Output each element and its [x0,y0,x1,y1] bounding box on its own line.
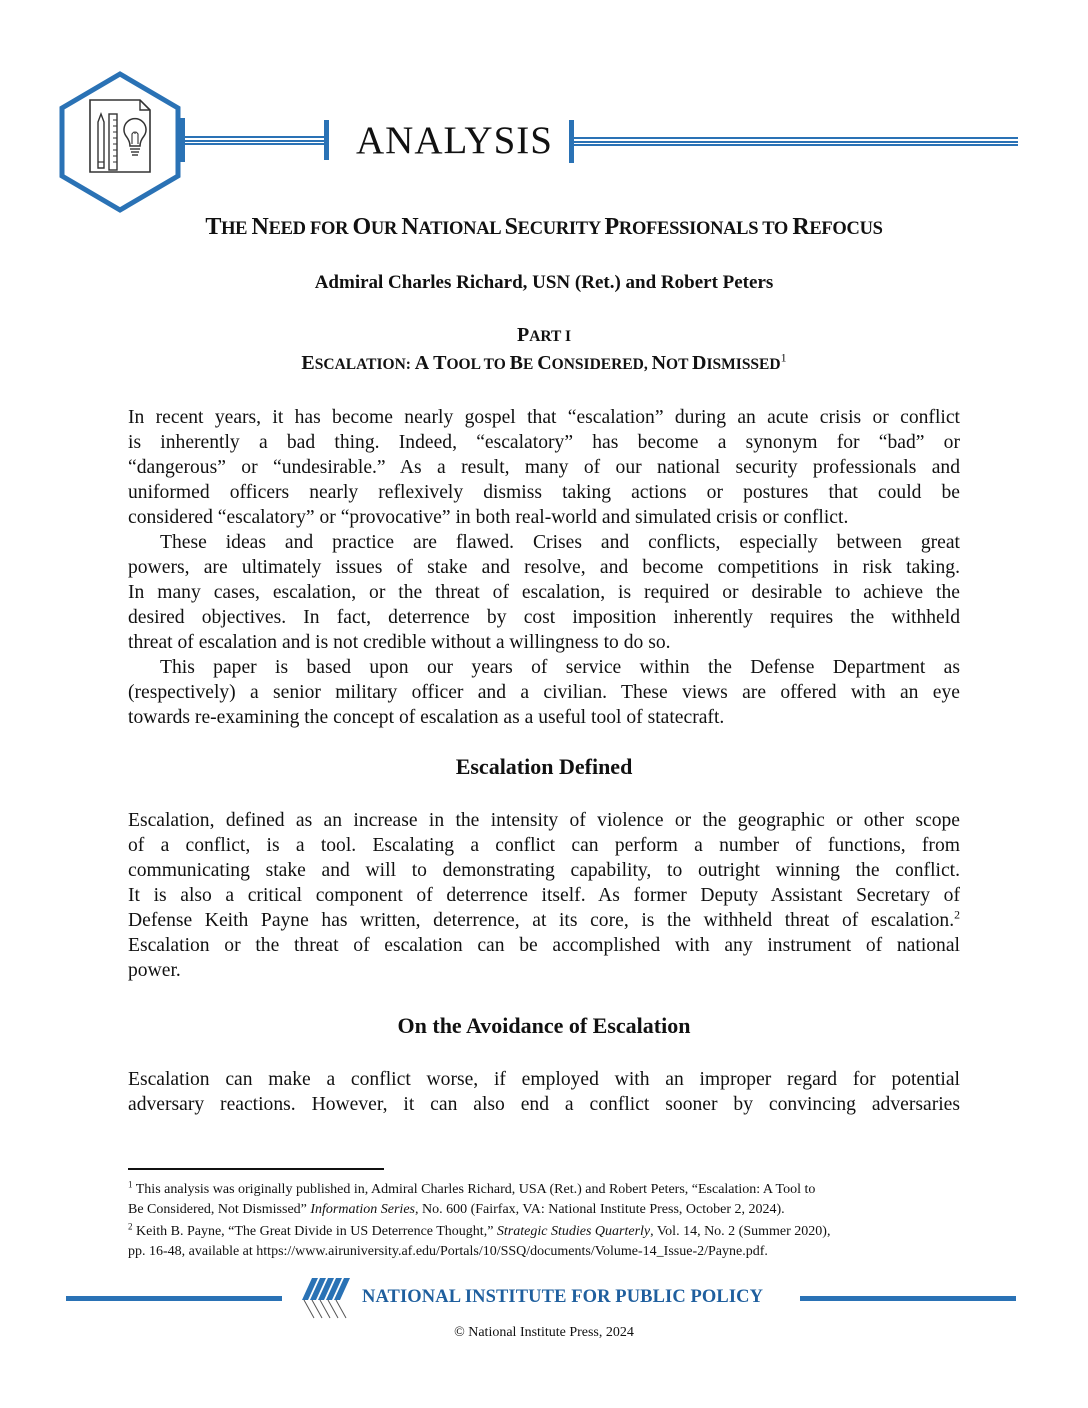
footnote-ref-1[interactable]: 1 [780,350,787,365]
footnote-2-url-line[interactable]: pp. 16-48, available at https://www.airuniversity.af.edu/Portals/10/SSQ/documents/Volume-14_Issue-2/Payne.pdf. [128,1243,768,1259]
part-label: PART I [516,324,572,346]
footnote-ref-2[interactable]: 2 [954,908,960,922]
footnote-divider [128,1168,384,1170]
document-title: THE NEED FOR OUR NATIONAL SECURITY PROFESSIONALS TO REFOCUS [205,214,883,240]
header-left-tick [324,120,329,160]
footnote-1: $^1$ This analysis was originally published in, Admiral Charles Richard, USA (Ret.) and Robert Peters, “Escalation: A Tool to Be Considered, Not Dismissed” Information Series, No. 600 (Fairfax, VA: National Institute Press, October 2, 2024). [128,1179,816,1217]
header-label: ANALYSIS [356,119,553,162]
escalation-defined-paragraph: Escalation, defined as an increase in the intensity of violence or the geographic or other scope of a conflict, is a tool. Escalating a conflict can perform a number of functions, from communicating stake and will to demonstrating capability, to outright winning the conflict. It is also a critical component of deterrence itself. As former Deputy Assistant Secretary of Defense Keith Payne has written, deterrence, at its core, is the withheld threat of escalation.$^2$ Escalation or the threat of escalation can be accomplished with any instrument of national power. [128,810,960,981]
analysis-hexagon-icon [56,70,184,214]
footer-right-bar [800,1296,1016,1301]
section-heading-avoidance: On the Avoidance of Escalation [397,1013,691,1038]
footnote-2: $^2$ Keith B. Payne, “The Great Divide in US Deterrence Thought,” Strategic Studies Quarterly, Vol. 14, No. 2 (Summer 2020), pp. 16-48, available at https://www.airuniversity.af.edu/Portals/10/SSQ/documents/Volume-14_Issue-2/Payne.pdf. [128,1222,960,1261]
header-right-rule [572,137,1018,146]
section-heading-escalation-defined: Escalation Defined [455,754,633,779]
intro-paragraph-2: These ideas and practice are flawed. Crises and conflicts, especially between great powers, are ultimately issues of stake and resolve, and become competitions in risk taking. In many cases, escalation, or the threat of escalation, is required or desirable to achieve the desired objectives. In fact, deterrence by cost imposition inherently requires the withheld threat of escalation and is not credible without a willingness to do so. [128,532,960,653]
header-left-rule [182,136,326,145]
part-title: ESCALATION: A TOOL TO BE CONSIDERED, NOT DISMISSED$^1$ [301,350,787,374]
nipp-logo-icon [302,1276,352,1320]
intro-paragraph-3: This paper is based upon our years of service within the Defense Department as (respectively) a senior military officer and a civilian. These views are offered with an eye towards re-examining the concept of escalation as a useful tool of statecraft. [128,657,960,728]
footer-organization-name: NATIONAL INSTITUTE FOR PUBLIC POLICY [362,1287,764,1307]
intro-paragraph-1: In recent years, it has become nearly gospel that “escalation” during an acute crisis or conflict is inherently a bad thing. Indeed, “escalatory” has become a synonym for “bad” or “dangerous” or “undesirable.” As a result, many of our national security professionals and uniformed officers nearly reflexively dismiss taking actions or postures that could be considered “escalatory” or “provocative” in both real-world and simulated crisis or conflict. [128,407,960,528]
avoidance-paragraph: Escalation can make a conflict worse, if employed with an improper regard for potential adversary reactions. However, it can also end a conflict sooner by convincing adversaries [128,1069,960,1115]
authors: Admiral Charles Richard, USN (Ret.) and Robert Peters [314,272,774,293]
footer-left-bar [66,1296,282,1301]
footer-copyright: © National Institute Press, 2024 [454,1325,634,1340]
